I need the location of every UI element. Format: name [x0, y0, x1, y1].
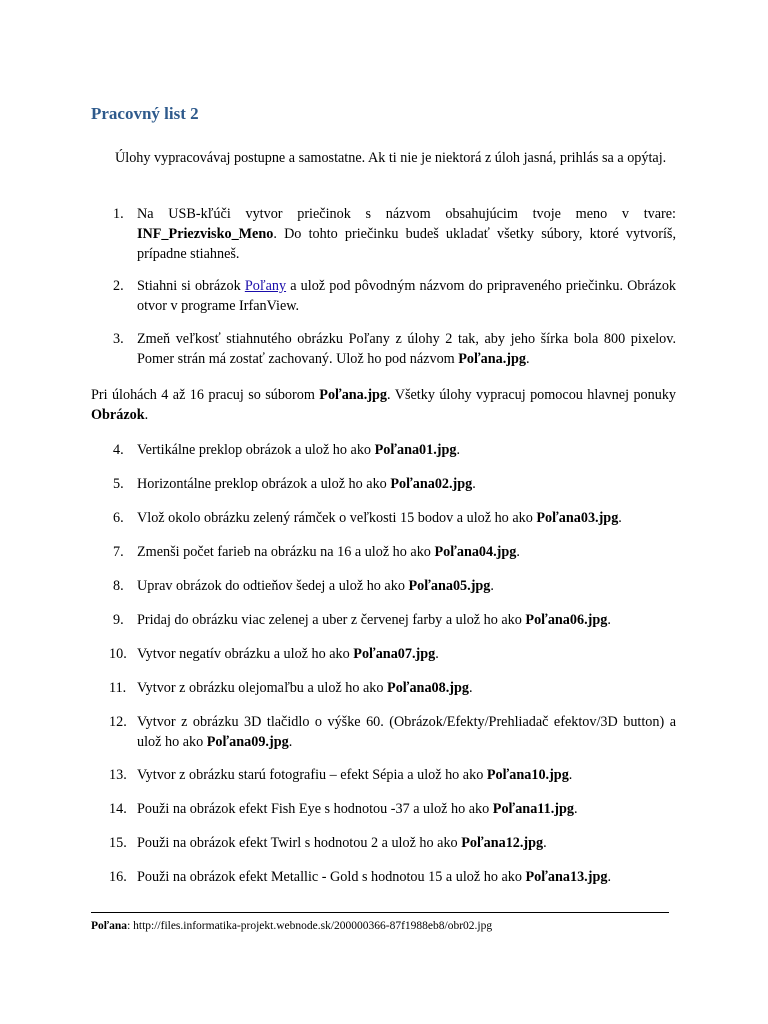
list-item — [91, 610, 676, 630]
polany-link[interactable]: Poľany — [244, 278, 287, 294]
footnote — [91, 919, 492, 934]
item-number: 6. — [113, 510, 124, 526]
item-text-part: Pridaj do obrázku viac zelenej a uber z červenej farby a ulož ho ako — [137, 612, 522, 628]
item-bold-text: Poľana03.jpg — [536, 510, 619, 526]
item-text: Horizontálne preklop obrázok a ulož ho ako Poľana02.jpg. — [137, 476, 476, 492]
item-text — [137, 329, 676, 369]
item-bold-text: Poľana04.jpg — [434, 544, 517, 560]
item-bold-text: Poľana09.jpg — [206, 734, 289, 750]
item-text: Vytvor z obrázku 3D tlačidlo o výške 60. (Obrázok/Efekty/Prehliadač efektov/3D button) a ulož ho ako Poľana09.jpg. — [137, 714, 676, 750]
item-bold-text: Poľana12.jpg — [461, 835, 544, 851]
item-text — [137, 276, 676, 316]
item-text: Vlož okolo obrázku zelený rámček o veľkosti 15 bodov a ulož ho ako Poľana03.jpg. — [137, 510, 622, 526]
instruction-note — [91, 385, 676, 425]
item-text-part: Vytvor z obrázku 3D tlačidlo o výške 60. (Obrázok/Efekty/Prehliadač efektov/3D button) a ulož ho ako — [137, 714, 676, 750]
page-title: Pracovný list 2 — [91, 104, 199, 123]
item-text-part: Vertikálne preklop obrázok a ulož ho ako — [137, 442, 372, 458]
item-bold-text: Poľana11.jpg — [492, 801, 574, 817]
item-bold-text: Poľana01.jpg — [374, 442, 457, 458]
note-bold-text: Obrázok — [91, 407, 145, 423]
list-item — [91, 329, 676, 369]
footnote-url: : http://files.informatika-projekt.webnode.sk/200000366-87f1988eb8/obr02.jpg — [127, 920, 493, 932]
list-item — [91, 712, 676, 752]
item-text: Pridaj do obrázku viac zelenej a uber z červenej farby a ulož ho ako Poľana06.jpg. — [137, 612, 611, 628]
item-number: 3. — [113, 331, 124, 347]
item-text-part: Zmenši počet farieb na obrázku na 16 a ulož ho ako — [137, 544, 431, 560]
item-bold-text: Poľana07.jpg — [353, 646, 436, 662]
item-number: 8. — [113, 578, 124, 594]
item-number: 7. — [113, 544, 124, 560]
list-item — [91, 833, 676, 853]
note-text-part: . — [144, 407, 149, 423]
list-item — [91, 276, 676, 316]
item-bold-text: Poľana05.jpg — [408, 578, 491, 594]
item-number: 4. — [113, 442, 124, 458]
item-number: 10. — [109, 646, 127, 662]
item-text: Vytvor z obrázku starú fotografiu – efekt Sépia a ulož ho ako Poľana10.jpg. — [137, 767, 573, 783]
item-text-part: Zmeň veľkosť stiahnutého obrázku Poľany z úlohy 2 tak, aby jeho šírka bola 800 pixelov. Pomer strán má zostať zachovaný. Ulož ho pod názvom — [137, 331, 676, 367]
item-text-part: . Do tohto priečinku budeš ukladať všetky súbory, ktoré vytvoríš, prípadne stiahneš. — [137, 226, 676, 262]
item-text-part: Stiahni si obrázok — [137, 278, 241, 294]
item-text: Použi na obrázok efekt Fish Eye s hodnotou -37 a ulož ho ako Poľana11.jpg. — [137, 801, 578, 817]
item-bold-text: Poľana08.jpg — [387, 680, 469, 696]
note-text-part: Pri úlohách 4 až 16 pracuj so súborom — [91, 387, 315, 403]
item-number: 11. — [109, 680, 127, 696]
list-item — [91, 765, 676, 785]
item-text: Vytvor z obrázku olejomaľbu a ulož ho ako Poľana08.jpg. — [137, 680, 473, 696]
item-text-part: Vytvor z obrázku olejomaľbu a ulož ho ako — [137, 680, 384, 696]
list-item — [91, 474, 676, 494]
list-item — [91, 440, 676, 460]
item-number: 12. — [109, 714, 127, 730]
item-text-part: Vlož okolo obrázku zelený rámček o veľkosti 15 bodov a ulož ho ako — [137, 510, 533, 526]
item-text: Použi na obrázok efekt Twirl s hodnotou 2 a ulož ho ako Poľana12.jpg. — [137, 835, 547, 851]
item-text-part: Použi na obrázok efekt Twirl s hodnotou 2 a ulož ho ako — [137, 835, 458, 851]
list-item — [91, 576, 676, 596]
list-item — [91, 204, 676, 264]
list-item — [91, 542, 676, 562]
item-text-part: Vytvor z obrázku starú fotografiu – efekt Sépia a ulož ho ako — [137, 767, 484, 783]
item-text: Použi na obrázok efekt Metallic - Gold s hodnotou 15 a ulož ho ako Poľana13.jpg. — [137, 869, 611, 885]
list-item — [91, 678, 676, 698]
item-bold-text: Poľana02.jpg — [390, 476, 473, 492]
list-item — [91, 799, 676, 819]
item-number: 16. — [109, 869, 127, 885]
note-text-part: . Všetky úlohy vypracuj pomocou hlavnej ponuky — [387, 387, 677, 403]
footnote-divider — [91, 912, 669, 913]
item-text: Uprav obrázok do odtieňov šedej a ulož ho ako Poľana05.jpg. — [137, 578, 494, 594]
item-bold-text: Poľana.jpg — [458, 351, 526, 367]
item-text-part: a ulož pod pôvodným názvom do pripraveného priečinku. Obrázok otvor v programe IrfanView. — [137, 278, 677, 314]
item-number: 1. — [113, 206, 124, 222]
item-number: 9. — [113, 612, 124, 628]
item-bold-text: Poľana06.jpg — [525, 612, 608, 628]
item-text: Vytvor negatív obrázku a ulož ho ako Poľana07.jpg. — [137, 646, 439, 662]
item-text-part: Použi na obrázok efekt Fish Eye s hodnotou -37 a ulož ho ako — [137, 801, 490, 817]
list-item — [91, 508, 676, 528]
item-text — [137, 204, 676, 264]
item-text-part: Na USB-kľúči vytvor priečinok s názvom obsahujúcim tvoje meno v tvare: — [137, 206, 676, 222]
note-bold-text: Poľana.jpg — [319, 387, 388, 403]
item-number: 14. — [109, 801, 127, 817]
item-text-part: Uprav obrázok do odtieňov šedej a ulož ho ako — [137, 578, 405, 594]
item-bold-text: Poľana10.jpg — [486, 767, 569, 783]
item-text-part: Horizontálne preklop obrázok a ulož ho ako — [137, 476, 387, 492]
intro-paragraph: Úlohy vypracovávaj postupne a samostatne. Ak ti nie je niektorá z úloh jasná, prihlás sa a opýtaj. — [115, 150, 667, 166]
item-number: 15. — [109, 835, 127, 851]
item-text-part: Použi na obrázok efekt Metallic - Gold s hodnotou 15 a ulož ho ako — [137, 869, 522, 885]
item-number: 5. — [113, 476, 124, 492]
footnote-bold-text: Poľana — [91, 920, 128, 932]
item-text-part: Vytvor negatív obrázku a ulož ho ako — [137, 646, 350, 662]
item-number: 13. — [109, 767, 127, 783]
list-item — [91, 644, 676, 664]
item-number: 2. — [113, 278, 124, 294]
item-text: Zmenši počet farieb na obrázku na 16 a ulož ho ako Poľana04.jpg. — [137, 544, 520, 560]
list-item — [91, 867, 676, 887]
item-bold-text: Poľana13.jpg — [525, 869, 608, 885]
item-text-part: . — [526, 351, 530, 367]
item-text: Vertikálne preklop obrázok a ulož ho ako Poľana01.jpg. — [137, 442, 461, 458]
item-bold-text: INF_Priezvisko_Meno — [137, 226, 274, 242]
